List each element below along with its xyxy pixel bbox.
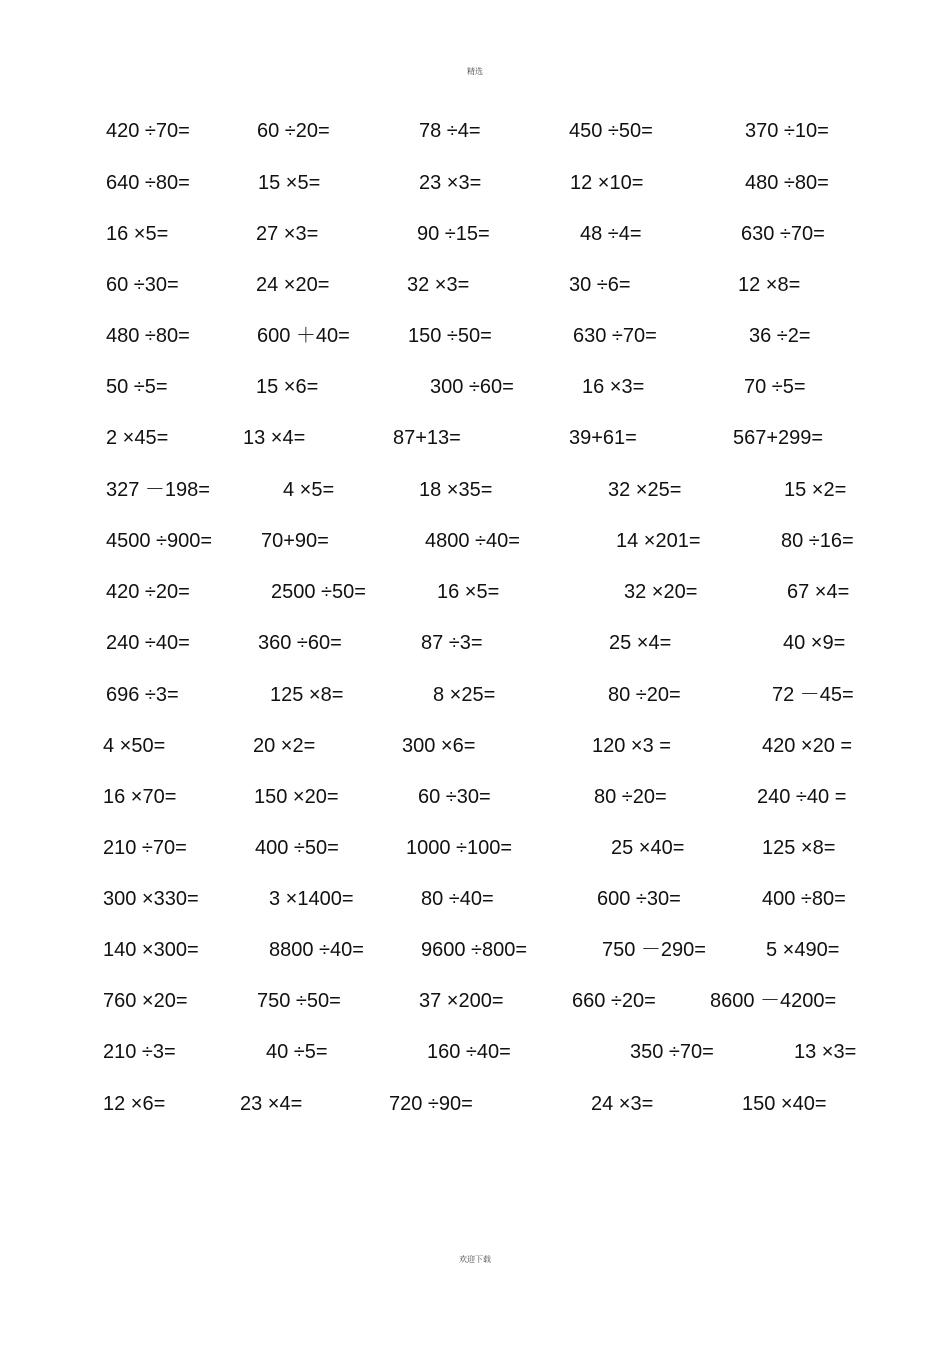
math-problem: 210 ÷70= [103,837,187,859]
math-problem: 300 ×6= [402,735,476,757]
math-problem: 80 ÷40= [421,888,494,910]
math-problem: 30 ÷6= [569,274,631,296]
math-problem: 90 ÷15= [417,223,490,245]
problem-row [0,628,950,658]
math-problem: 20 ×2= [253,735,316,757]
math-problem: 24 ×3= [591,1093,654,1115]
math-problem: 32 ×3= [407,274,470,296]
problem-row [0,577,950,607]
math-problem: 240 ÷40 = [757,786,847,808]
math-problem: 4500 ÷900= [106,530,213,552]
math-problem: 80 ÷16= [781,530,854,552]
math-problem: 15 ×5= [258,172,321,194]
math-problem: 14 ×201= [616,530,701,552]
problem-row [0,372,950,402]
math-problem: 600 ＋40= [257,325,350,347]
math-problem: 750 －290= [602,939,706,961]
math-problem: 32 ×20= [624,581,698,603]
problem-row [0,321,950,351]
math-problem: 25 ×40= [611,837,685,859]
math-problem: 16 ×3= [582,376,645,398]
math-problem: 72 －45= [772,684,854,706]
math-problem: 140 ×300= [103,939,199,961]
math-problem: 70 ÷5= [744,376,806,398]
math-problem: 40 ÷5= [266,1041,328,1063]
math-problem: 5 ×490= [766,939,840,961]
math-problem: 240 ÷40= [106,632,190,654]
math-problem: 327 －198= [106,479,210,501]
math-problem: 70+90= [261,530,329,552]
math-problem: 50 ÷5= [106,376,168,398]
problem-row [0,1037,950,1067]
math-problem: 480 ÷80= [745,172,829,194]
math-problem: 40 ×9= [783,632,846,654]
math-problem: 60 ÷30= [106,274,179,296]
math-problem: 750 ÷50= [257,990,341,1012]
math-problem: 210 ÷3= [103,1041,176,1063]
problem-row [0,1089,950,1119]
math-problem: 1000 ÷100= [406,837,513,859]
problem-row [0,935,950,965]
math-problem: 630 ÷70= [573,325,657,347]
math-problem: 12 ×10= [570,172,644,194]
math-problem: 600 ÷30= [597,888,681,910]
math-problem: 16 ×70= [103,786,177,808]
math-problem: 160 ÷40= [427,1041,511,1063]
math-problem: 4 ×5= [283,479,335,501]
math-problem: 300 ×330= [103,888,199,910]
problem-row [0,680,950,710]
math-problem: 4 ×50= [103,735,166,757]
math-problem: 720 ÷90= [389,1093,473,1115]
math-problem: 420 ÷20= [106,581,190,603]
math-problem: 9600 ÷800= [421,939,528,961]
math-problem: 37 ×200= [419,990,504,1012]
problem-row [0,833,950,863]
problem-row [0,423,950,453]
problem-row [0,731,950,761]
problem-row [0,168,950,198]
problem-row [0,475,950,505]
math-problem: 350 ÷70= [630,1041,714,1063]
math-problem: 32 ×25= [608,479,682,501]
math-problem: 15 ×6= [256,376,319,398]
problem-row [0,884,950,914]
math-problem: 24 ×20= [256,274,330,296]
problem-row [0,116,950,146]
math-problem: 300 ÷60= [430,376,514,398]
math-problem: 420 ×20 = [762,735,853,757]
math-problem: 87 ÷3= [421,632,483,654]
math-problem: 760 ×20= [103,990,188,1012]
math-problem: 640 ÷80= [106,172,190,194]
math-problem: 60 ÷20= [257,120,330,142]
math-problem: 15 ×2= [784,479,847,501]
math-problem: 8800 ÷40= [269,939,364,961]
math-problem: 12 ×8= [738,274,801,296]
math-problem: 400 ÷80= [762,888,846,910]
math-problem: 125 ×8= [762,837,836,859]
math-problem: 630 ÷70= [741,223,825,245]
math-problem: 36 ÷2= [749,325,811,347]
problem-row [0,270,950,300]
math-problem: 8 ×25= [433,684,496,706]
math-problem: 150 ×40= [742,1093,827,1115]
math-problem: 48 ÷4= [580,223,642,245]
problem-row [0,526,950,556]
math-problem: 39+61= [569,427,637,449]
problem-row [0,986,950,1016]
math-problem: 2 ×45= [106,427,169,449]
math-problem: 16 ×5= [106,223,169,245]
math-problem: 370 ÷10= [745,120,829,142]
problem-row [0,782,950,812]
page-footer: 欢迎下载 [459,1255,491,1264]
math-problem: 150 ×20= [254,786,339,808]
math-problem: 450 ÷50= [569,120,653,142]
math-problem: 27 ×3= [256,223,319,245]
math-problem: 87+13= [393,427,461,449]
math-problem: 567+299= [733,427,824,449]
math-problem: 80 ÷20= [594,786,667,808]
math-problem: 78 ÷4= [419,120,481,142]
math-problem: 420 ÷70= [106,120,190,142]
problem-row [0,219,950,249]
math-problem: 13 ×4= [243,427,306,449]
math-problem: 18 ×35= [419,479,493,501]
math-problem: 3 ×1400= [269,888,354,910]
page-header: 精选 [467,67,483,76]
math-problem: 23 ×3= [419,172,482,194]
math-problem: 2500 ÷50= [271,581,366,603]
math-problem: 25 ×4= [609,632,672,654]
math-problem: 660 ÷20= [572,990,656,1012]
math-problem: 23 ×4= [240,1093,303,1115]
math-problem: 60 ÷30= [418,786,491,808]
math-problem: 150 ÷50= [408,325,492,347]
math-problem: 80 ÷20= [608,684,681,706]
math-problem: 12 ×6= [103,1093,166,1115]
math-problem: 67 ×4= [787,581,850,603]
math-problem: 8600 －4200= [710,990,837,1012]
math-problem: 360 ÷60= [258,632,342,654]
math-problem: 13 ×3= [794,1041,857,1063]
math-problem: 480 ÷80= [106,325,190,347]
math-problem: 696 ÷3= [106,684,179,706]
math-problem: 120 ×3 = [592,735,671,757]
math-problem: 16 ×5= [437,581,500,603]
math-problem: 400 ÷50= [255,837,339,859]
math-problem: 4800 ÷40= [425,530,520,552]
math-problem: 125 ×8= [270,684,344,706]
